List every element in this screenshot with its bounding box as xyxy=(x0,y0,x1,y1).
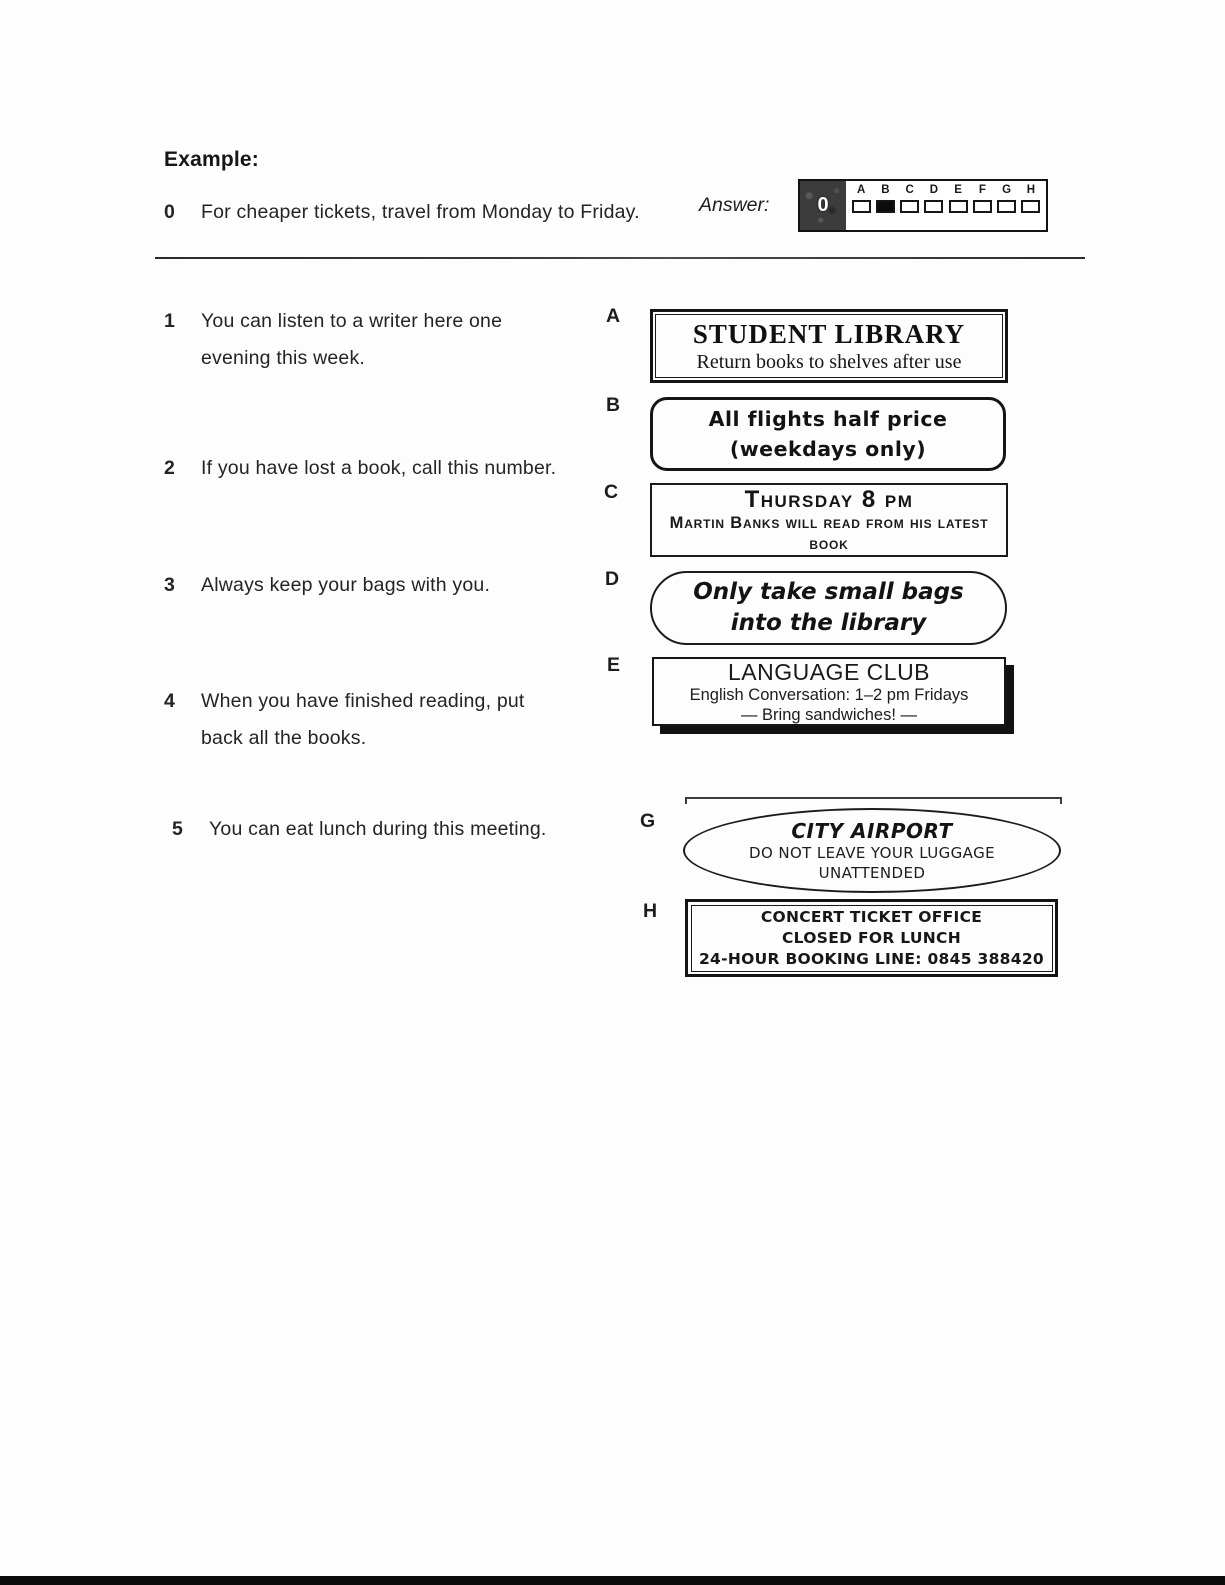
answer-option-box xyxy=(1021,200,1040,213)
sign-c-title: Thursday 8 pm xyxy=(744,485,914,513)
sign-letter-d: D xyxy=(605,568,620,590)
sign-a-student-library xyxy=(650,309,1008,383)
scan-edge-bar xyxy=(0,1576,1225,1585)
answer-option-box xyxy=(900,200,919,213)
answer-option-g xyxy=(995,183,1019,226)
sign-d-line-2: into the library xyxy=(730,610,927,636)
sign-c-text: Martin Banks will read from his latest book xyxy=(669,513,989,553)
question-5 xyxy=(172,811,692,848)
question-1 xyxy=(164,303,634,377)
sign-h-line-2: CLOSED FOR LUNCH xyxy=(781,928,962,947)
question-3-line-1: Always keep your bags with you. xyxy=(201,574,491,596)
sign-e-line-2: English Conversation: 1–2 pm Fridays xyxy=(689,685,969,704)
sign-f-faded-edge xyxy=(685,797,1062,804)
answer-option-d xyxy=(922,183,946,226)
sign-letter-c: C xyxy=(604,481,619,503)
sign-letter-e: E xyxy=(607,654,621,676)
question-5-number: 5 xyxy=(172,818,184,840)
answer-option-h xyxy=(1019,183,1043,226)
sign-d-small-bags xyxy=(650,571,1007,645)
sign-e-title: LANGUAGE CLUB xyxy=(727,658,931,685)
answer-grid-options xyxy=(846,181,1046,230)
answer-label: Answer: xyxy=(699,194,770,216)
answer-option-letter: H xyxy=(1026,184,1036,196)
sign-a-text: Return books to shelves after use xyxy=(696,350,962,373)
answer-option-box xyxy=(924,200,943,213)
answer-grid xyxy=(798,179,1048,232)
question-4-line-2: back all the books. xyxy=(201,727,367,749)
answer-option-letter: B xyxy=(881,184,890,196)
sign-g-line-3: UNATTENDED xyxy=(818,863,926,882)
answer-option-box xyxy=(973,200,992,213)
sign-letter-h: H xyxy=(643,900,658,922)
question-1-line-2: evening this week. xyxy=(201,347,366,369)
question-4 xyxy=(164,683,634,757)
question-1-number: 1 xyxy=(164,310,176,332)
sign-d-line-1: Only take small bags xyxy=(693,579,964,605)
answer-option-letter: G xyxy=(1002,184,1012,196)
example-item-text: For cheaper tickets, travel from Monday to Friday. xyxy=(201,201,640,223)
answer-option-box xyxy=(949,200,968,213)
answer-option-box xyxy=(876,200,895,213)
sign-letter-b: B xyxy=(606,394,621,416)
answer-option-a xyxy=(849,183,873,226)
sign-h-line-3: 24-HOUR BOOKING LINE: 0845 388420 xyxy=(698,949,1045,968)
sign-c-reading-event xyxy=(650,483,1008,557)
answer-option-f xyxy=(970,183,994,226)
example-heading: Example: xyxy=(164,148,259,171)
question-2-number: 2 xyxy=(164,457,176,479)
sign-letter-a: A xyxy=(606,305,621,327)
answer-option-b xyxy=(873,183,897,226)
section-divider xyxy=(155,257,1085,259)
sign-g-city-airport xyxy=(683,808,1061,893)
sign-b-flights xyxy=(650,397,1006,471)
sign-h-ticket-office xyxy=(685,899,1058,977)
answer-option-letter: A xyxy=(856,184,866,196)
sign-letter-g: G xyxy=(640,810,656,832)
answer-grid-item-number: 0 xyxy=(800,181,846,230)
answer-option-letter: C xyxy=(905,184,914,196)
answer-option-c xyxy=(898,183,922,226)
answer-option-box xyxy=(852,200,871,213)
sign-e-line-3: — Bring sandwiches! — xyxy=(740,705,918,724)
answer-option-letter: E xyxy=(954,184,962,196)
question-4-number: 4 xyxy=(164,690,176,712)
question-1-line-1: You can listen to a writer here one xyxy=(201,310,503,332)
example-item-number: 0 xyxy=(164,201,176,223)
answer-option-box xyxy=(997,200,1016,213)
answer-option-letter: D xyxy=(929,184,939,196)
sign-b-line-1: All flights half price xyxy=(708,407,948,431)
sign-g-title: CITY AIRPORT xyxy=(791,818,953,843)
answer-option-letter: F xyxy=(978,184,986,196)
question-5-line-1: You can eat lunch during this meeting. xyxy=(209,818,547,840)
question-3-number: 3 xyxy=(164,574,176,596)
sign-h-line-1: CONCERT TICKET OFFICE xyxy=(760,907,983,926)
question-4-line-1: When you have finished reading, put xyxy=(201,690,525,712)
sign-a-title: STUDENT LIBRARY xyxy=(692,318,966,349)
sign-b-line-2: (weekdays only) xyxy=(729,437,927,461)
sign-g-line-2: DO NOT LEAVE YOUR LUGGAGE xyxy=(749,843,995,862)
question-2-line-1: If you have lost a book, call this number. xyxy=(201,457,557,479)
example-item xyxy=(164,194,694,231)
sign-e-language-club xyxy=(652,657,1006,726)
answer-option-e xyxy=(946,183,970,226)
